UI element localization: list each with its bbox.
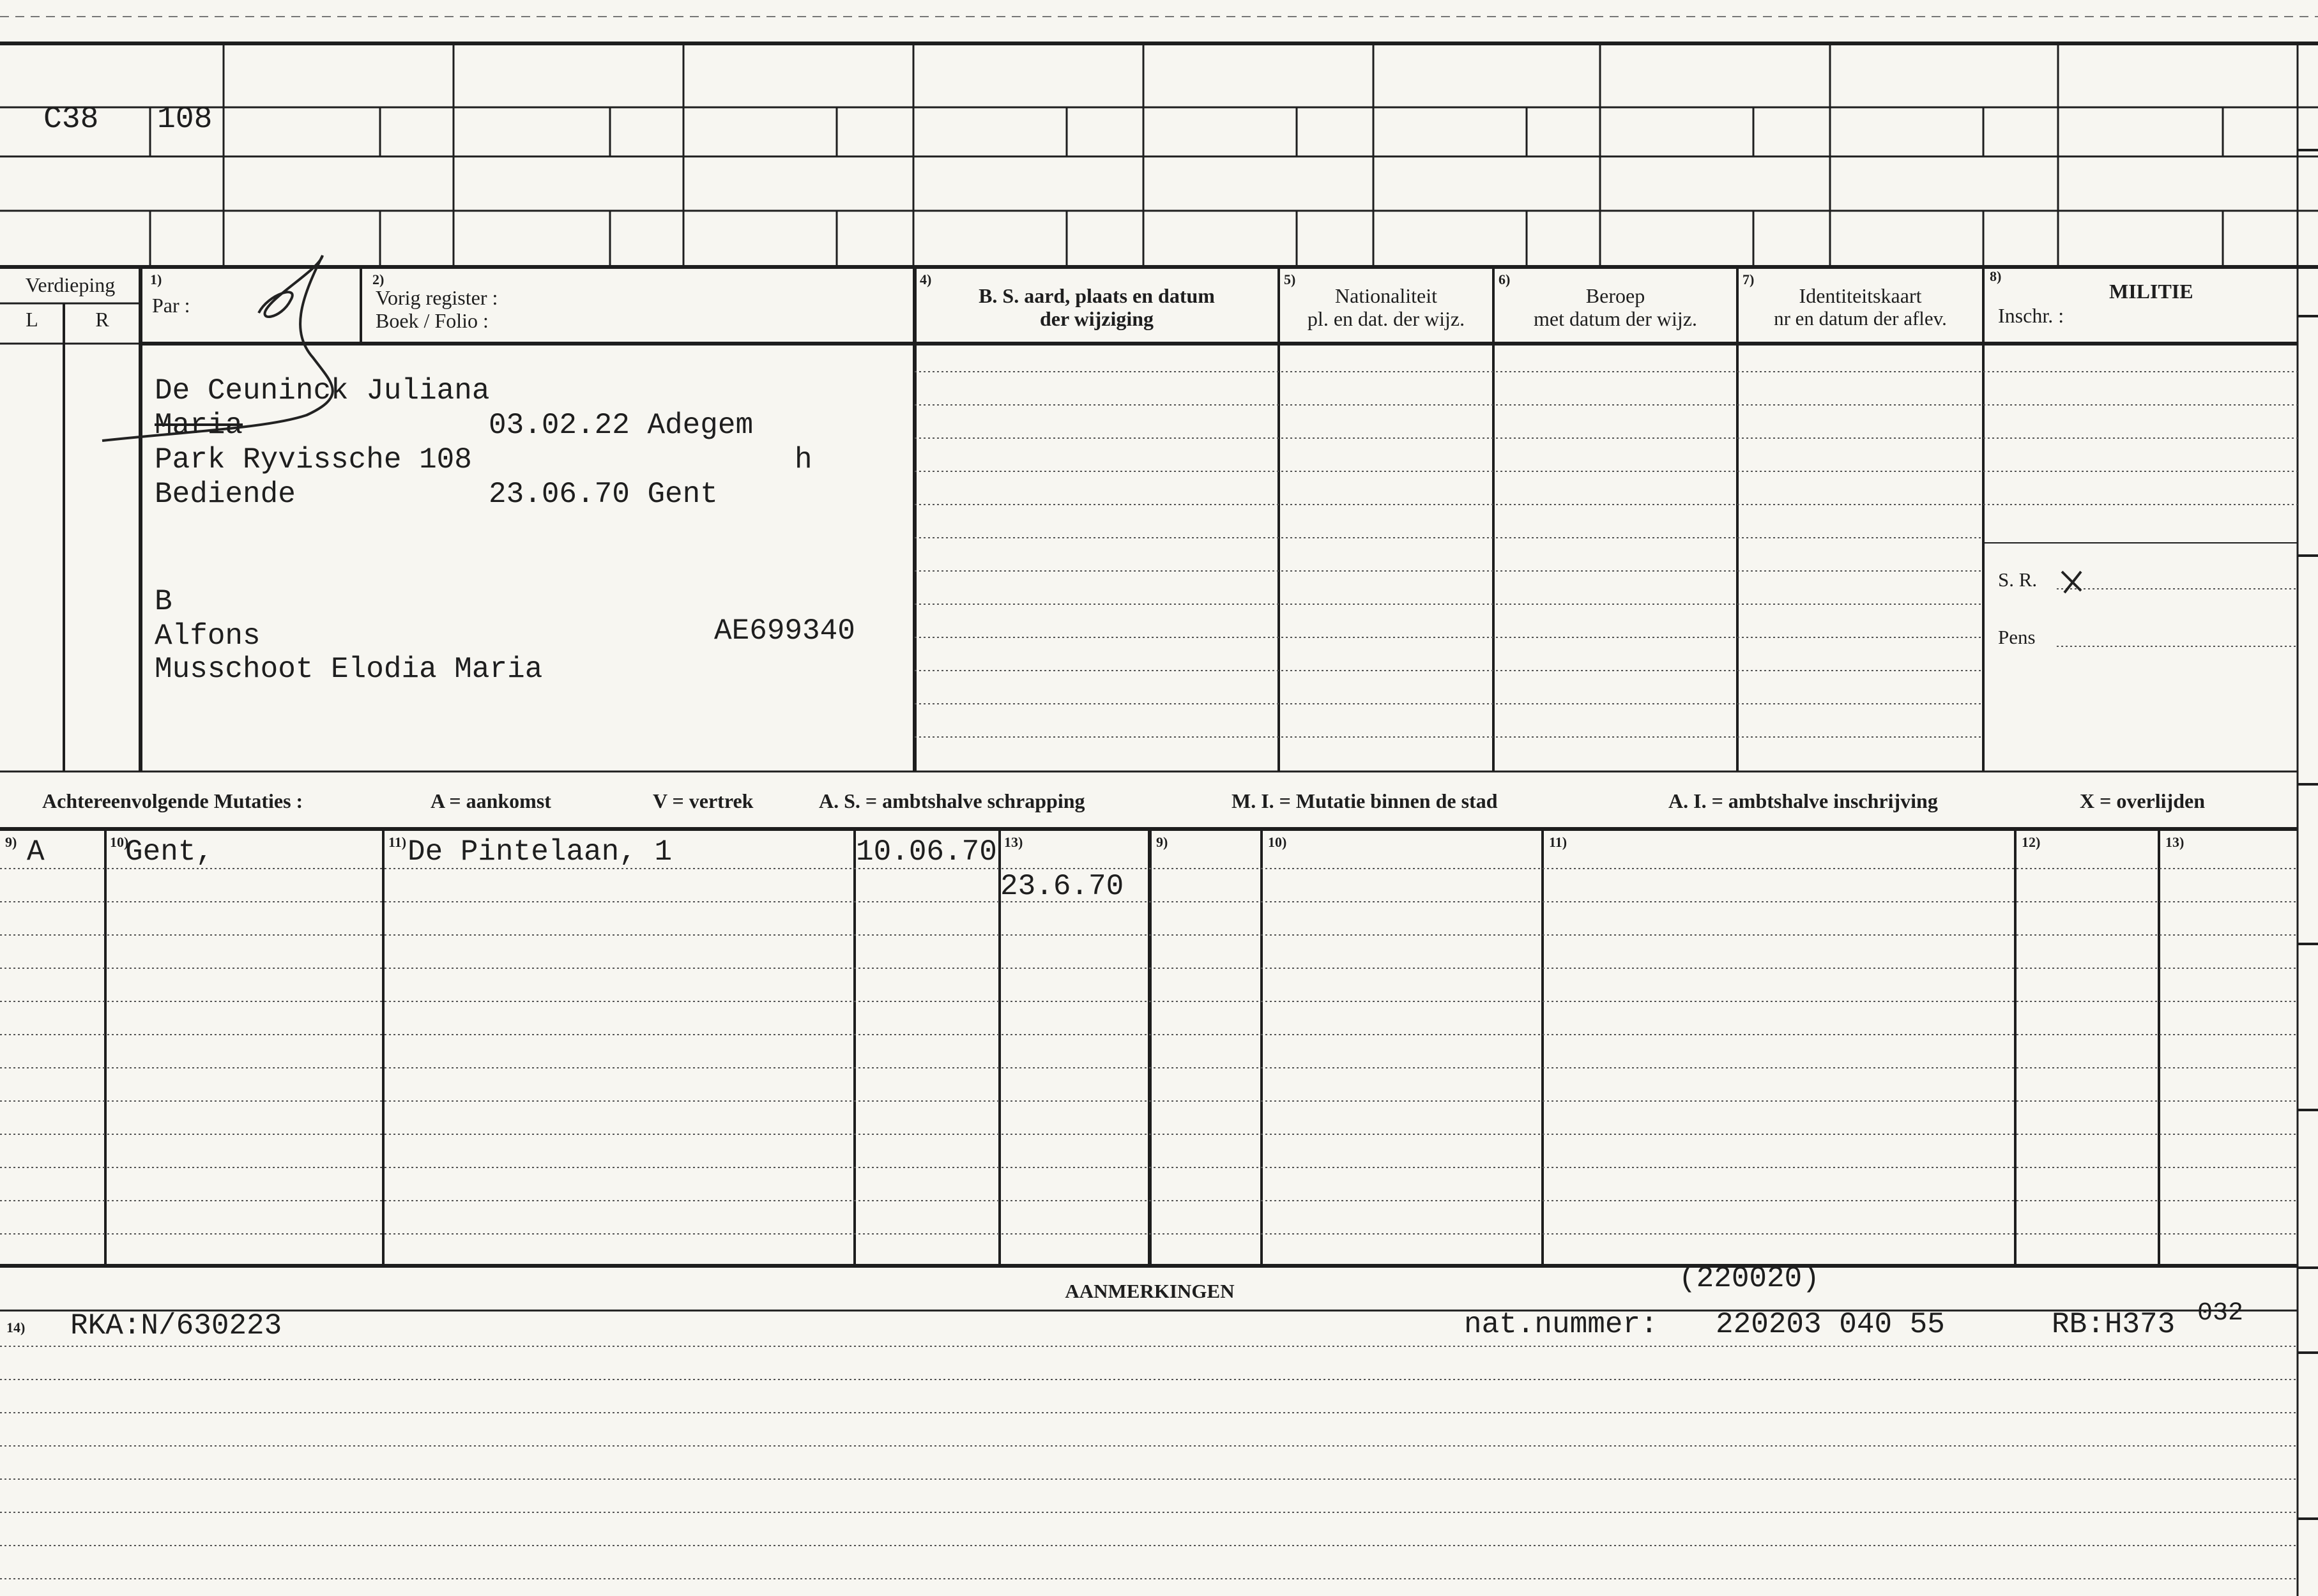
father-initial: B: [155, 585, 172, 618]
right-col-header: R: [95, 308, 109, 331]
beroep-number: 6): [1498, 271, 1511, 287]
beroep-header-line2: met datum der wijz.: [1534, 307, 1697, 330]
col-9b-number: 9): [1156, 834, 1168, 850]
code-cell-2: 108: [157, 102, 213, 137]
beroep-header-line1: Beroep: [1585, 284, 1645, 307]
col-11-number: 11): [388, 834, 407, 850]
col-13b-number: 13): [2165, 834, 2185, 850]
id-number: 7): [1742, 271, 1755, 287]
mutation-city: Gent,: [125, 835, 214, 869]
nat-nummer-label: nat.nummer:: [1464, 1308, 1658, 1341]
pens-label: Pens: [1998, 626, 2036, 648]
aanmerkingen-title: AANMERKINGEN: [1065, 1280, 1235, 1302]
rb-superscript: 032: [2197, 1299, 2244, 1328]
id-header-line1: Identiteitskaart: [1799, 284, 1922, 307]
id-header-line2: nr en datum der aflev.: [1774, 307, 1947, 330]
bs-header-line1: B. S. aard, plaats en datum: [979, 284, 1215, 307]
legend-aankomst: A = aankomst: [431, 789, 551, 812]
mutaties-title: Achtereenvolgende Mutaties :: [42, 789, 303, 812]
bs-header-line2: der wijziging: [1039, 307, 1154, 330]
legend-overlijden: X = overlijden: [2080, 789, 2205, 812]
nat-header-line1: Nationaliteit: [1335, 284, 1437, 307]
mother-name: Musschoot Elodia Maria: [155, 653, 543, 686]
rka-code: RKA:N/630223: [70, 1309, 282, 1342]
person-name: De Ceuninck Juliana: [155, 374, 490, 407]
aanmerkingen-above-code: (220020): [1679, 1262, 1820, 1295]
mutation-date-2: 23.6.70: [1000, 870, 1124, 903]
mutation-street: De Pintelaan, 1: [408, 835, 673, 869]
militie-number: 8): [1990, 268, 2002, 284]
vorig-register-label: Vorig register :: [376, 286, 498, 309]
legend-mutatie-stad: M. I. = Mutatie binnen de stad: [1231, 789, 1498, 812]
person-reg-date: 23.06.70 Gent: [489, 478, 718, 511]
col-9-number: 9): [5, 834, 17, 850]
militie-header: MILITIE: [2109, 280, 2193, 303]
person-address: Park Ryvissche 108: [155, 443, 472, 476]
legend-ambtshalve-inschrijving: A. I. = ambtshalve inschrijving: [1668, 789, 1938, 812]
person-birth: 03.02.22 Adegem: [489, 409, 754, 442]
sr-label: S. R.: [1998, 568, 2038, 591]
vorig-number: 2): [372, 271, 385, 287]
aanmerkingen-number: 14): [6, 1319, 26, 1335]
col-10b-number: 10): [1268, 834, 1287, 850]
person-occupation: Bediende: [155, 478, 296, 511]
col-10-number: 10): [110, 834, 129, 850]
nat-nummer-value: 220203 040 55: [1716, 1308, 1945, 1341]
rb-code: RB:H373: [2052, 1308, 2176, 1341]
left-col-header: L: [26, 308, 38, 331]
bs-number: 4): [920, 271, 932, 287]
par-label: Par :: [152, 294, 190, 317]
id-card-number: AE699340: [714, 614, 855, 648]
legend-vertrek: V = vertrek: [653, 789, 754, 812]
nat-number: 5): [1284, 271, 1296, 287]
mutation-type: A: [27, 835, 45, 869]
col-11b-number: 11): [1549, 834, 1567, 850]
mutation-date: 10.06.70: [856, 835, 997, 869]
legend-ambtshalve-schrapping: A. S. = ambtshalve schrapping: [819, 789, 1085, 812]
verdieping-header: Verdieping: [25, 273, 116, 296]
par-number: 1): [150, 271, 162, 287]
person-sex: h: [795, 443, 812, 476]
col-12b-number: 12): [2022, 834, 2041, 850]
code-cell-1: C38: [43, 102, 99, 137]
boek-folio-label: Boek / Folio :: [376, 309, 489, 332]
father-name: Alfons: [155, 619, 261, 653]
col-13-number: 13): [1004, 834, 1023, 850]
inschr-label: Inschr. :: [1998, 304, 2064, 327]
nat-header-line2: pl. en dat. der wijz.: [1307, 307, 1465, 330]
person-second-name: Maria: [155, 409, 243, 442]
